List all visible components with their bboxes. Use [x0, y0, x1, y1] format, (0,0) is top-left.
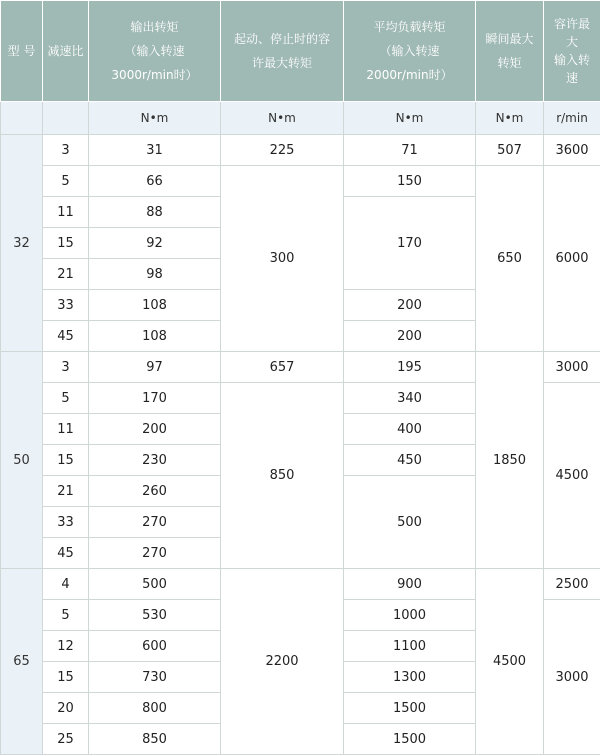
average-load-torque-cell: 200: [344, 290, 476, 321]
output-torque-cell: 108: [89, 290, 221, 321]
ratio-cell: 3: [43, 352, 89, 383]
start-stop-torque-cell: 2200: [221, 569, 344, 755]
ratio-cell: 21: [43, 259, 89, 290]
average-load-torque-cell: 1000: [344, 600, 476, 631]
table-row: [1, 135, 600, 166]
ratio-cell: 15: [43, 445, 89, 476]
ratio-cell: 12: [43, 631, 89, 662]
max-speed-cell: 2500: [544, 569, 600, 600]
header-start-stop-torque: 起动、停止时的容 许最大转矩: [221, 1, 344, 102]
output-torque-cell: 98: [89, 259, 221, 290]
start-stop-torque-cell: 300: [221, 166, 344, 352]
table-row: [1, 166, 600, 197]
output-torque-cell: 850: [89, 724, 221, 755]
ratio-cell: 25: [43, 724, 89, 755]
header-model: 型 号: [1, 1, 43, 102]
average-load-torque-cell: 1100: [344, 631, 476, 662]
output-torque-cell: 500: [89, 569, 221, 600]
momentary-torque-cell: 507: [476, 135, 544, 166]
ratio-cell: 21: [43, 476, 89, 507]
unit-spacer: [43, 102, 89, 135]
output-torque-cell: 600: [89, 631, 221, 662]
momentary-torque-cell: 1850: [476, 352, 544, 569]
output-torque-cell: 270: [89, 538, 221, 569]
header-max-input-speed: 容许最 大 输入转 速: [544, 1, 600, 102]
output-torque-cell: 270: [89, 507, 221, 538]
model-cell: 65: [1, 569, 43, 755]
average-load-torque-cell: 400: [344, 414, 476, 445]
average-load-torque-cell: 150: [344, 166, 476, 197]
output-torque-cell: 730: [89, 662, 221, 693]
momentary-torque-cell: 650: [476, 166, 544, 352]
ratio-cell: 11: [43, 414, 89, 445]
output-torque-cell: 530: [89, 600, 221, 631]
table-row: [1, 352, 600, 383]
ratio-cell: 15: [43, 662, 89, 693]
header-output-torque: 输出转矩 （输入转速 3000r/min时）: [89, 1, 221, 102]
ratio-cell: 3: [43, 135, 89, 166]
ratio-cell: 15: [43, 228, 89, 259]
ratio-cell: 20: [43, 693, 89, 724]
max-speed-cell: 3600: [544, 135, 600, 166]
ratio-cell: 11: [43, 197, 89, 228]
header-ratio: 减速比: [43, 1, 89, 102]
output-torque-cell: 170: [89, 383, 221, 414]
ratio-cell: 4: [43, 569, 89, 600]
output-torque-cell: 800: [89, 693, 221, 724]
output-torque-cell: 200: [89, 414, 221, 445]
momentary-torque-cell: 4500: [476, 569, 544, 755]
ratio-cell: 33: [43, 290, 89, 321]
average-load-torque-cell: 340: [344, 383, 476, 414]
unit-spacer: [1, 102, 43, 135]
output-torque-cell: 66: [89, 166, 221, 197]
ratio-cell: 33: [43, 507, 89, 538]
ratio-cell: 5: [43, 600, 89, 631]
average-load-torque-cell: 195: [344, 352, 476, 383]
output-torque-cell: 230: [89, 445, 221, 476]
average-load-torque-cell: 170: [344, 197, 476, 290]
unit-start-stop-torque: N•m: [221, 102, 344, 135]
max-speed-cell: 6000: [544, 166, 600, 352]
output-torque-cell: 92: [89, 228, 221, 259]
start-stop-torque-cell: 850: [221, 383, 344, 569]
average-load-torque-cell: 1300: [344, 662, 476, 693]
average-load-torque-cell: 1500: [344, 724, 476, 755]
max-speed-cell: 3000: [544, 600, 600, 755]
ratio-cell: 5: [43, 166, 89, 197]
average-load-torque-cell: 71: [344, 135, 476, 166]
header-average-load-torque: 平均负载转矩 （输入转速 2000r/min时）: [344, 1, 476, 102]
model-cell: 50: [1, 352, 43, 569]
unit-momentary-max-torque: N•m: [476, 102, 544, 135]
max-speed-cell: 3000: [544, 352, 600, 383]
header-momentary-max-torque: 瞬间最大 转矩: [476, 1, 544, 102]
output-torque-cell: 260: [89, 476, 221, 507]
unit-output-torque: N•m: [89, 102, 221, 135]
ratio-cell: 5: [43, 383, 89, 414]
unit-max-input-speed: r/min: [544, 102, 600, 135]
model-cell: 32: [1, 135, 43, 352]
average-load-torque-cell: 450: [344, 445, 476, 476]
output-torque-cell: 97: [89, 352, 221, 383]
table-row: [1, 569, 600, 600]
average-load-torque-cell: 500: [344, 476, 476, 569]
output-torque-cell: 88: [89, 197, 221, 228]
average-load-torque-cell: 900: [344, 569, 476, 600]
ratio-cell: 45: [43, 538, 89, 569]
start-stop-torque-cell: 225: [221, 135, 344, 166]
average-load-torque-cell: 200: [344, 321, 476, 352]
max-speed-cell: 4500: [544, 383, 600, 569]
unit-average-load-torque: N•m: [344, 102, 476, 135]
average-load-torque-cell: 1500: [344, 693, 476, 724]
ratio-cell: 45: [43, 321, 89, 352]
output-torque-cell: 31: [89, 135, 221, 166]
start-stop-torque-cell: 657: [221, 352, 344, 383]
output-torque-cell: 108: [89, 321, 221, 352]
